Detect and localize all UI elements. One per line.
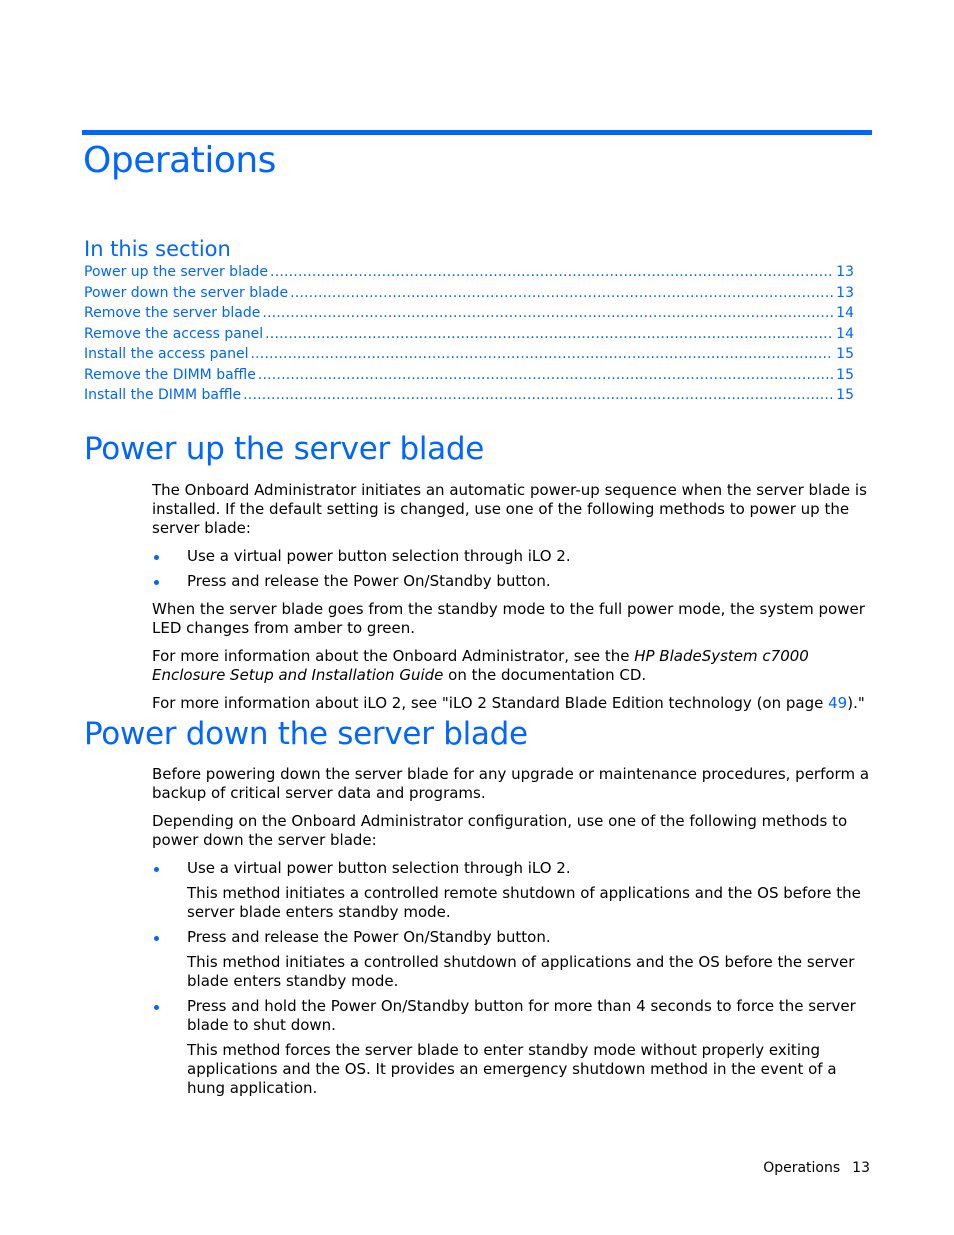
section-body-power-down [152, 765, 872, 1107]
toc-item-page: 15 [836, 346, 854, 362]
section-body-power-up [152, 481, 872, 722]
toc-item-page: 13 [836, 264, 854, 280]
toc-item-label: Remove the access panel [84, 325, 264, 342]
toc-item-page: 14 [836, 325, 854, 342]
ilo-para-prefix: For more information about iLO 2, see "iLO 2 Standard Blade Edition technology (on page [152, 694, 829, 712]
toc-dot-leader [262, 303, 833, 324]
bullet-dot-icon [154, 555, 159, 560]
toc-dot-leader [243, 385, 833, 406]
power-down-backup-paragraph: Before powering down the server blade for any upgrade or maintenance procedures, perform a backup of critical server data and programs. [152, 765, 870, 802]
toc-item-label: Install the DIMM baffle [84, 387, 242, 403]
toc-item-label: Install the access panel [84, 346, 249, 362]
list-item-detail: This method forces the server blade to enter standby mode without properly exiting applications and the OS. It provides an emergency shutdown method in the event of a hung application. [187, 1041, 837, 1097]
power-down-methods-paragraph: Depending on the Onboard Administrator configuration, use one of the following methods to power down the server blade: [152, 812, 848, 849]
oa-para-suffix: on the documentation CD. [443, 666, 647, 684]
toc-item-page: 15 [836, 387, 854, 403]
list-item [152, 547, 872, 566]
ilo-para-suffix: )." [847, 694, 865, 712]
power-down-methods-list [152, 859, 872, 1098]
toc-dot-leader [270, 262, 833, 283]
section-title-power-up: Power up the server blade [84, 431, 485, 467]
oa-para-prefix: For more information about the Onboard Administrator, see the [152, 647, 635, 665]
list-item-text: Press and hold the Power On/Standby button for more than 4 seconds to force the server blade to shut down. [187, 997, 856, 1034]
bullet-dot-icon [154, 936, 159, 941]
ilo-page-link[interactable]: 49 [828, 694, 848, 712]
list-item-text: Use a virtual power button selection through iLO 2. [187, 859, 571, 877]
toc-item-power-down[interactable] [84, 283, 854, 304]
list-item [152, 572, 872, 591]
bullet-dot-icon [154, 867, 159, 872]
list-item-text: Press and release the Power On/Standby button. [187, 928, 551, 946]
bullet-dot-icon [154, 580, 159, 585]
toc-item-label: Power down the server blade [84, 284, 289, 301]
page-footer [763, 1158, 870, 1178]
toc-dot-leader [251, 344, 834, 365]
section-title-power-down: Power down the server blade [84, 716, 528, 752]
list-item [152, 859, 872, 922]
toc-item-label: Remove the DIMM baffle [84, 366, 256, 383]
power-up-led-paragraph: When the server blade goes from the standby mode to the full power mode, the system power LED changes from amber to green. [152, 600, 865, 637]
toc-dot-leader [258, 365, 833, 386]
power-up-ilo-paragraph [152, 694, 872, 713]
power-up-oa-paragraph [152, 647, 872, 685]
power-up-methods-list [152, 547, 872, 591]
list-item-detail: This method initiates a controlled remote shutdown of applications and the OS before the server blade enters standby mode. [187, 884, 861, 921]
oa-guide-title: HP BladeSystem c7000 Enclosure Setup and Installation Guide [152, 647, 809, 684]
list-item [152, 997, 872, 1098]
toc-item-remove-dimm-baffle[interactable] [84, 365, 854, 386]
toc-item-remove-access-panel[interactable] [84, 324, 854, 345]
footer-section-name: Operations [763, 1160, 841, 1176]
toc-item-page: 15 [836, 366, 854, 383]
toc-item-page: 13 [836, 284, 854, 301]
toc-list [84, 262, 854, 406]
toc-item-page: 14 [836, 305, 854, 321]
list-item-text: Use a virtual power button selection through iLO 2. [187, 547, 571, 565]
toc-item-install-dimm-baffle[interactable] [84, 385, 854, 406]
toc-item-remove-blade[interactable] [84, 303, 854, 324]
list-item-detail: This method initiates a controlled shutdown of applications and the OS before the server blade enters standby mode. [187, 953, 855, 990]
chapter-rule [82, 130, 872, 135]
toc-heading: In this section [84, 237, 231, 261]
toc-item-label: Remove the server blade [84, 305, 261, 321]
toc-dot-leader [265, 324, 833, 345]
bullet-dot-icon [154, 1005, 159, 1010]
toc-item-install-access-panel[interactable] [84, 344, 854, 365]
list-item-text: Press and release the Power On/Standby button. [187, 572, 551, 590]
footer-page-number: 13 [852, 1160, 870, 1176]
toc-dot-leader [290, 283, 833, 304]
list-item [152, 928, 872, 991]
power-up-intro: The Onboard Administrator initiates an automatic power-up sequence when the server blade is installed. If the default setting is changed, use one of the following methods to power up the server blade: [152, 481, 867, 537]
chapter-title: Operations [83, 140, 276, 181]
toc-item-power-up[interactable] [84, 262, 854, 283]
toc-item-label: Power up the server blade [84, 264, 269, 280]
